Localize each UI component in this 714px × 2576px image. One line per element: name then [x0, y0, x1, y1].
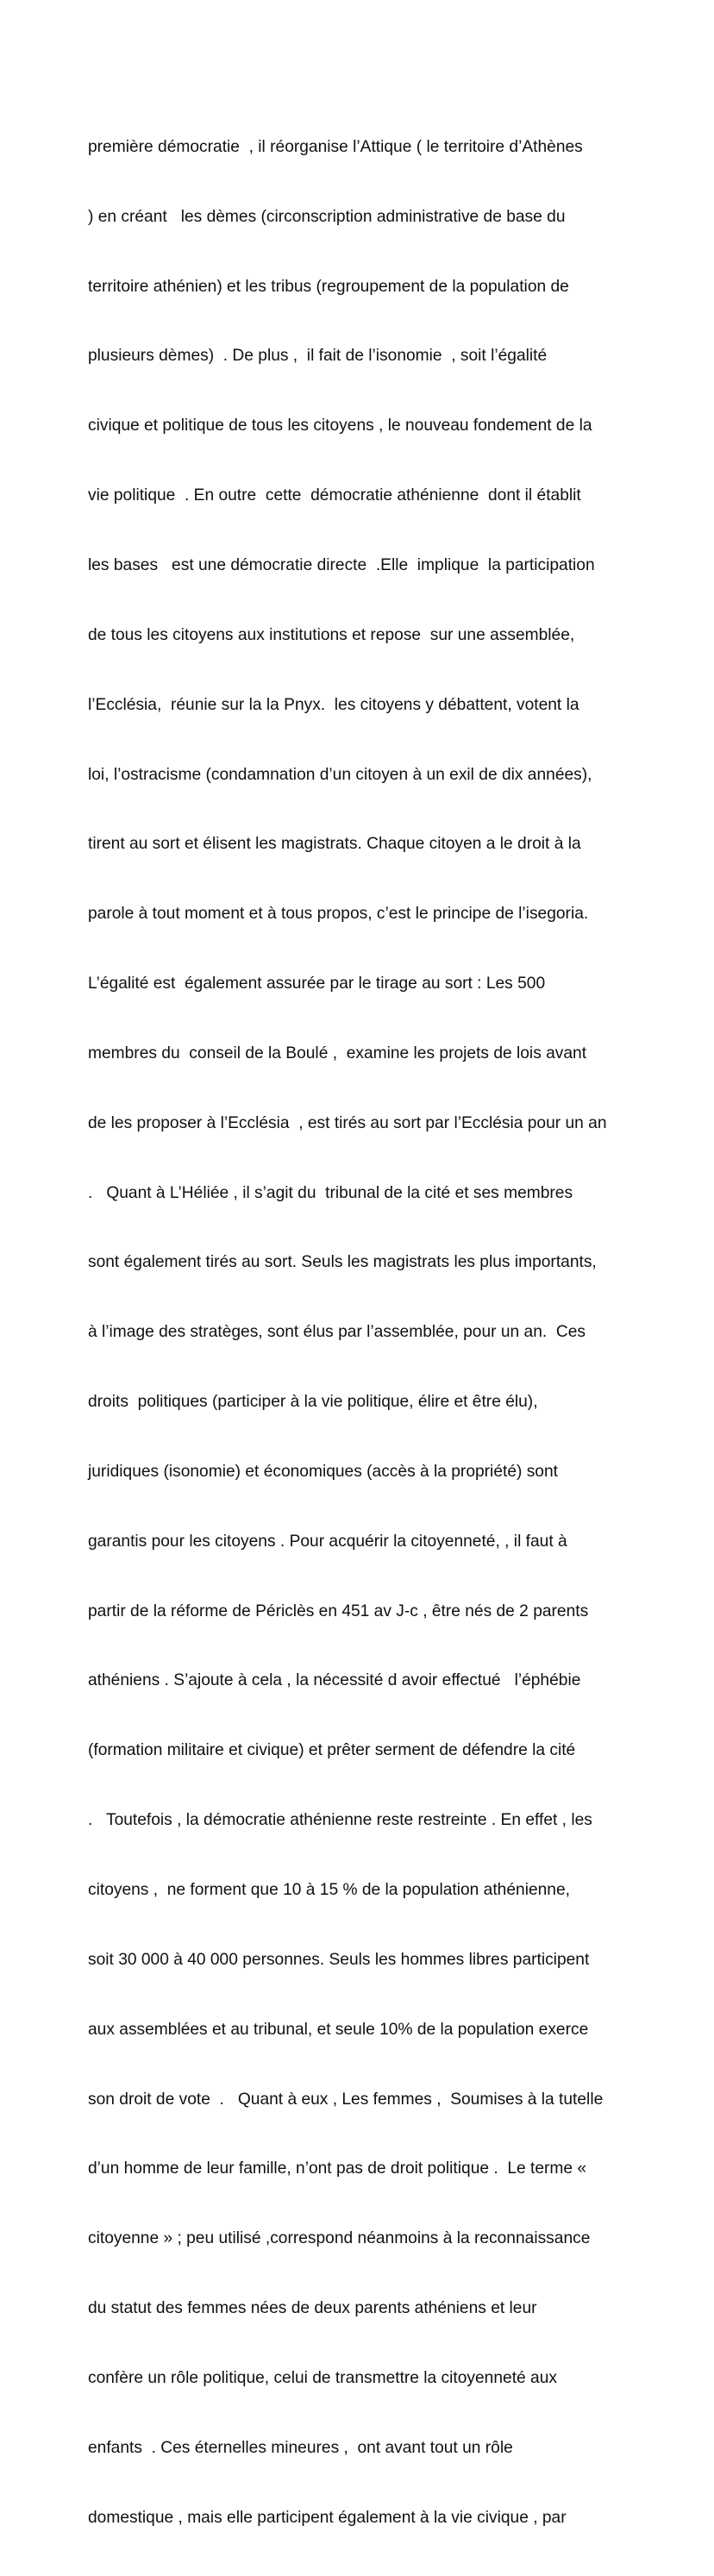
text-line: membres du conseil de la Boulé , examine les projets de lois avant — [88, 1044, 587, 1062]
text-line: aux assemblées et au tribunal, et seule 10% de la population exerce — [88, 2020, 589, 2039]
text-line: plusieurs dèmes) . De plus , il fait de l’isonomie , soit l’égalité — [88, 347, 548, 366]
text-line: loi, l’ostracisme (condamnation d’un citoyen à un exil de dix années), — [88, 765, 592, 784]
text-line: de les proposer à l’Ecclésia , est tirés au sort par l’Ecclésia pour un an — [88, 1113, 607, 1132]
text-line: tirent au sort et élisent les magistrats. Chaque citoyen a le droit à la — [88, 835, 581, 854]
text-line: sont également tirés au sort. Seuls les magistrats les plus importants, — [88, 1253, 597, 1272]
document-text — [88, 90, 640, 2576]
text-line: de tous les citoyens aux institutions et repose sur une assemblée, — [88, 625, 575, 644]
text-line: les bases est une démocratie directe .Elle implique la participation — [88, 555, 595, 574]
text-line: du statut des femmes nées de deux parents athéniens et leur — [88, 2299, 537, 2318]
text-line: l’Ecclésia, réunie sur la la Pnyx. les citoyens y débattent, votent la — [88, 695, 579, 714]
text-line: première démocratie , il réorganise l’Attique ( le territoire d’Athènes — [88, 137, 583, 156]
text-line: citoyens , ne forment que 10 à 15 % de la population athénienne, — [88, 1881, 570, 1899]
text-line: (formation militaire et civique) et prêter serment de défendre la cité — [88, 1741, 576, 1760]
text-line: à l’image des stratèges, sont élus par l’assemblée, pour un an. Ces — [88, 1323, 586, 1342]
text-line: athéniens . S’ajoute à cela , la nécessité d avoir effectué l’éphébie — [88, 1671, 581, 1690]
text-line: parole à tout moment et à tous propos, c’est le principe de l’isegoria. — [88, 905, 589, 924]
text-line: ) en créant les dèmes (circonscription administrative de base du — [88, 207, 566, 226]
text-line: droits politiques (participer à la vie politique, élire et être élu), — [88, 1393, 538, 1412]
text-line: partir de la réforme de Périclès en 451 av J-c , être nés de 2 parents — [88, 1601, 589, 1620]
text-line: confère un rôle politique, celui de transmettre la citoyenneté aux — [88, 2368, 557, 2387]
text-line: territoire athénien) et les tribus (regroupement de la population de — [88, 277, 569, 296]
text-line: d’un homme de leur famille, n’ont pas de droit politique . Le terme « — [88, 2159, 587, 2178]
text-line: domestique , mais elle participent également à la vie civique , par — [88, 2508, 567, 2527]
text-line: vie politique . En outre cette démocratie athénienne dont il établit — [88, 486, 581, 505]
text-line: garantis pour les citoyens . Pour acquérir la citoyenneté, , il faut à — [88, 1532, 567, 1551]
text-line: juridiques (isonomie) et économiques (accès à la propriété) sont — [88, 1462, 558, 1481]
text-line: enfants . Ces éternelles mineures , ont avant tout un rôle — [88, 2438, 513, 2457]
text-line: civique et politique de tous les citoyens , le nouveau fondement de la — [88, 417, 592, 436]
text-line: citoyenne » ; peu utilisé ,correspond néanmoins à la reconnaissance — [88, 2229, 591, 2248]
text-line: L’égalité est également assurée par le tirage au sort : Les 500 — [88, 975, 546, 993]
text-line: . Quant à L’Héliée , il s’agit du tribunal de la cité et ses membres — [88, 1183, 573, 1202]
text-line: soit 30 000 à 40 000 personnes. Seuls les hommes libres participent — [88, 1950, 590, 1969]
text-line: . Toutefois , la démocratie athénienne reste restreinte . En effet , les — [88, 1811, 592, 1830]
text-line: son droit de vote . Quant à eux , Les femmes , Soumises à la tutelle — [88, 2090, 604, 2109]
